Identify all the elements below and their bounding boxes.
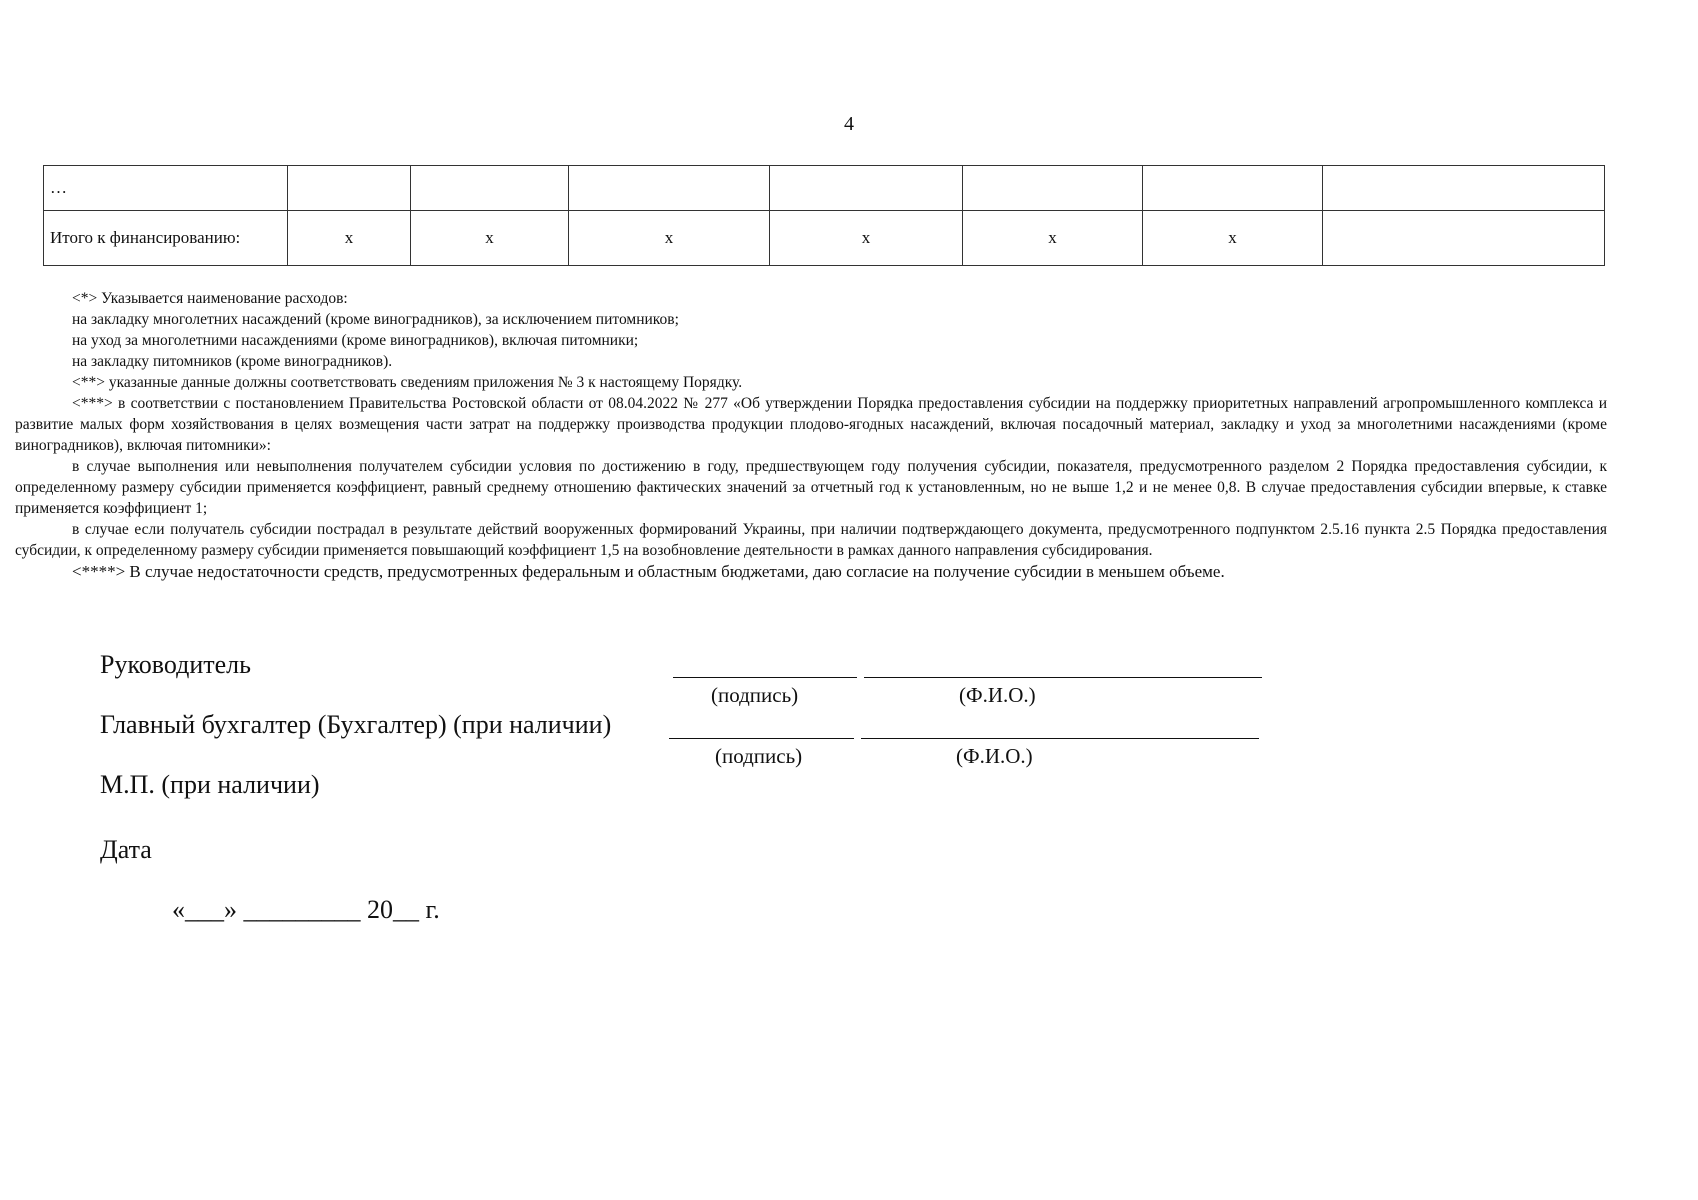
- head-name-caption: (Ф.И.О.): [959, 683, 1036, 707]
- footnote: в случае выполнения или невыполнения получателем субсидии условия по достижению в году, предшествующем году получения субсидии, показателя, предусмотренного разделом 2 Порядка предоставления субсидии, к определенному размеру субсидии применяется коэффициент, равный среднему отношению фактических значений за отчетный год к установленным, но не выше 1,2 и не менее 0,8. В случае предоставления субсидии впервые, к ставке применяется коэффициент 1;: [15, 458, 1607, 517]
- table-row: [44, 211, 1605, 266]
- accountant-label: Главный бухгалтер (Бухгалтер) (при наличии): [100, 710, 612, 739]
- page-number: 4: [844, 113, 854, 135]
- footnote: в случае если получатель субсидии пострадал в результате действий вооруженных формирований Украины, при наличии подтверждающего документа, предусмотренного подпунктом 2.5.16 пункта 2.5 Порядка предоставления субсидии, к определенному размеру субсидии применяется повышающий коэффициент 1,5 на возобновление деятельности в рамках данного направления субсидирования.: [15, 521, 1607, 559]
- table-cell: …: [44, 166, 288, 211]
- table-cell: [770, 166, 963, 211]
- table-cell: x: [1143, 211, 1323, 266]
- stamp-label: М.П. (при наличии): [100, 770, 320, 799]
- total-label-cell: Итого к финансированию:: [44, 211, 288, 266]
- footnote: <***> в соответствии с постановлением Правительства Ростовской области от 08.04.2022 № 277 «Об утверждении Порядка предоставления субсидии на поддержку приоритетных направлений агропромышленного комплекса и развитие малых форм хозяйствования в целях возмещения части затрат на поддержку производства продукции плодово-ягодных насаждений, включая посадочный материал, закладку и уход за многолетними насаждениями (кроме виноградников), включая питомники»:: [15, 395, 1607, 454]
- accountant-name-caption: (Ф.И.О.): [956, 744, 1033, 768]
- footnote: <**> указанные данные должны соответствовать сведениям приложения № 3 к настоящему Порядку.: [72, 374, 743, 391]
- footnote: <*> Указывается наименование расходов:: [72, 290, 348, 307]
- table-cell: [1323, 166, 1605, 211]
- table-cell: x: [770, 211, 963, 266]
- date-label: Дата: [100, 835, 152, 864]
- table-cell: [963, 166, 1143, 211]
- accountant-name-line: [861, 738, 1259, 739]
- head-signature-line: [673, 677, 857, 678]
- accountant-signature-line: [669, 738, 854, 739]
- head-name-line: [864, 677, 1262, 678]
- table-cell: [569, 166, 770, 211]
- table-cell: [1323, 211, 1605, 266]
- date-field: «___» _________ 20__ г.: [172, 895, 440, 924]
- table-cell: x: [963, 211, 1143, 266]
- table-row: [44, 166, 1605, 211]
- table-cell: [411, 166, 569, 211]
- table-cell: x: [288, 211, 411, 266]
- table-cell: x: [569, 211, 770, 266]
- head-label: Руководитель: [100, 650, 251, 679]
- footnote: на закладку многолетних насаждений (кроме виноградников), за исключением питомников;: [72, 311, 679, 328]
- table-cell: [1143, 166, 1323, 211]
- footnote: на закладку питомников (кроме виноградников).: [72, 353, 393, 370]
- footnote: на уход за многолетними насаждениями (кроме виноградников), включая питомники;: [72, 332, 639, 349]
- table-cell: [288, 166, 411, 211]
- footnotes: [15, 288, 1607, 582]
- head-signature-caption: (подпись): [711, 683, 799, 707]
- financing-table: [43, 165, 1605, 266]
- table-cell: x: [411, 211, 569, 266]
- accountant-signature-caption: (подпись): [715, 744, 803, 768]
- footnote: <****> В случае недостаточности средств, предусмотренных федеральным и областным бюджетами, даю согласие на получение субсидии в меньшем объеме.: [72, 562, 1225, 581]
